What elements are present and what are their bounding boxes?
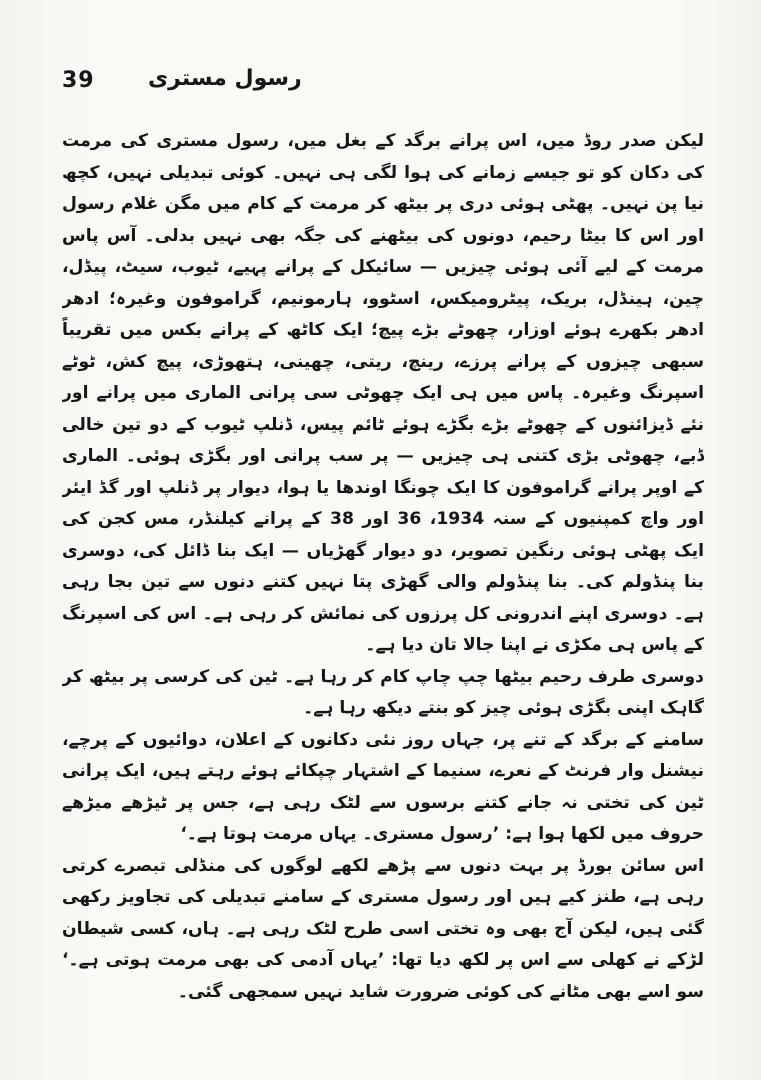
paragraph: سامنے کے برگد کے تنے پر، جہاں روز نئی دکانوں کے اعلان، دوائیوں کے پرچے، نیشنل وار فرنٹ کے نعرے، سنیما کے اشتہار چپکائے ہوئے رہتے ہیں، ایک پرانی ٹین کی تختی نہ جانے کتنے برسوں سے لٹک رہی ہے، جس پر ٹیڑھے میڑھے حروف میں لکھا ہوا ہے: ’رسول مستری۔ یہاں مرمت ہوتا ہے۔‘: [62, 729, 704, 844]
paragraph: دوسری طرف رحیم بیٹھا چپ چاپ کام کر رہا ہے۔ ٹین کی کرسی پر بیٹھ کر گاہک اپنی بگڑی ہوئی چیز کو بنتے دیکھ رہا ہے۔: [62, 666, 704, 718]
page-number: 39: [62, 68, 95, 93]
paragraph: اس سائن بورڈ پر بہت دنوں سے پڑھے لکھے لوگوں کی منڈلی تبصرے کرتی رہی ہے، طنز کیے ہیں اور رسول مستری کے سامنے تبدیلی کی تجاویز رکھی گئی ہیں، لیکن آج بھی وہ تختی اسی طرح لٹک رہی ہے۔ ہاں، کسی شیطان لڑکے نے کھلی سے اس پر لکھ دیا تھا: ’یہاں آدمی کی بھی مرمت ہوتی ہے۔‘ سو اسے بھی مٹانے کی کوئی ضرورت شاید نہیں سمجھی گئی۔: [62, 855, 704, 1002]
paragraph: لیکن صدر روڈ میں، اس پرانے برگد کے بغل میں، رسول مستری کی مرمت کی دکان کو تو جیسے زمانے کی ہوا لگی ہی نہیں۔ کوئی تبدیلی نہیں، کچھ نیا پن نہیں۔ پھٹی ہوئی دری پر بیٹھ کر مرمت کے کام میں مگن غلام رسول اور اس کا بیٹا رحیم، دونوں کی بیٹھنے کی جگہ بھی نہیں بدلی۔ آس پاس مرمت کے لیے آئی ہوئی چیزیں — سائیکل کے پرانے پہیے، ٹیوب، سیٹ، پیڈل، چین، ہینڈل، بریک، پیٹرومیکس، اسٹوو، ہارمونیم، گراموفون وغیرہ؛ ادھر ادھر بکھرے ہوئے اوزار، چھوٹے بڑے پیچ؛ ایک کاٹھ کے پرانے بکس میں تقریباً سبھی چیزوں کے پرانے پرزے، رینچ، ریتی، چھینی، ہتھوڑی، پیچ کش، ٹوٹے اسپرنگ وغیرہ۔ پاس میں ہی ایک چھوٹی سی پرانی الماری میں پرانے اور نئے ڈیزائنوں کے چھوٹے بڑے بگڑے ہوئے ٹائم پیس، ڈنلپ ٹیوب کے دو تین خالی ڈبے، چھوٹی بڑی کتنی ہی چیزیں — پر سب پرانی اور بگڑی ہوئی۔ الماری کے اوپر پرانے گراموفون کا ایک چونگا اوندھا یا ہوا، دیوار پر ڈنلپ اور گڈ ایئر اور واچ کمپنیوں کے سنہ 1934، 36 اور 38 کے پرانے کیلنڈر، مس کجن کی ایک پھٹی ہوئی رنگین تصویر، دو دیوار گھڑیاں — ایک بنا ڈائل کی، دوسری بنا پنڈولم کی۔ بنا پنڈولم والی گھڑی پتا نہیں کتنے دنوں سے تین بجا رہی ہے۔ دوسری اپنے اندرونی کل پرزوں کی نمائش کر رہی ہے۔ اس کی اسپرنگ کے پاس ہی مکڑی نے اپنا جالا تان دیا ہے۔: [62, 131, 704, 655]
body-text: [62, 126, 704, 1026]
page-header: [62, 64, 702, 104]
running-title: رسول مستری: [148, 66, 302, 91]
